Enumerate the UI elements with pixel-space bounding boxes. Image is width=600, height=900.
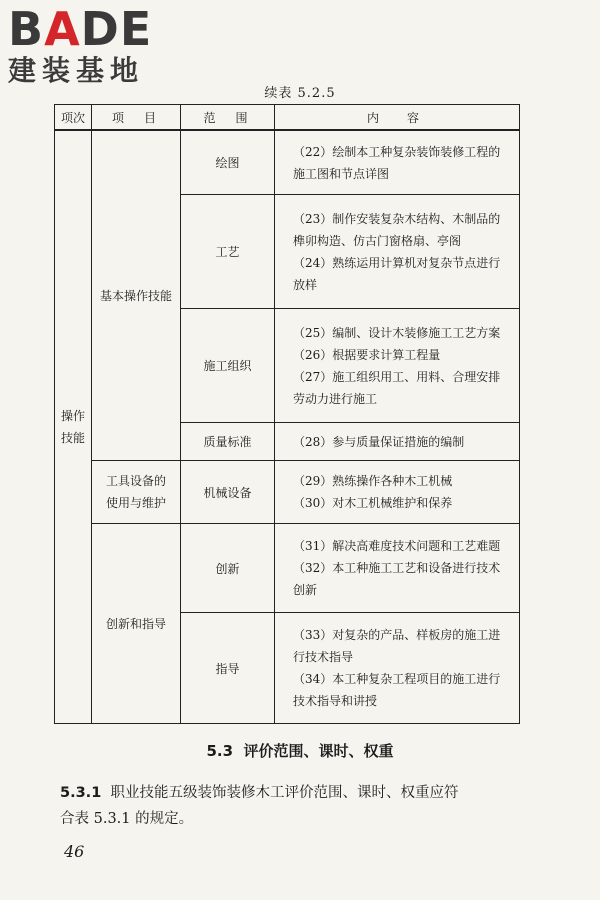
content-line: （28）参与质量保证措施的编制 <box>293 434 465 449</box>
content-line: 技术指导和讲授 <box>293 694 378 708</box>
clause-paragraph <box>60 780 530 832</box>
range-machinery: 机械设备 <box>181 461 275 524</box>
content-drawing <box>275 130 520 195</box>
range-innovation: 创新 <box>181 524 275 613</box>
content-guidance <box>275 613 520 724</box>
project-tools <box>92 461 181 524</box>
project-line: 使用与维护 <box>105 496 166 510</box>
content-line: 施工图和节点详图 <box>293 166 390 181</box>
table-row <box>55 130 520 195</box>
table-row <box>55 524 520 613</box>
logo-wordmark: BADE <box>8 2 153 56</box>
header-project: 项 目 <box>92 105 181 131</box>
project-line: 工具设备的 <box>105 474 166 488</box>
content-line: （34）本工种复杂工程项目的施工进行 <box>293 672 501 686</box>
content-line: （26）根据要求计算工程量 <box>293 347 441 362</box>
content-line: （30）对木工机械维护和保养 <box>293 496 453 510</box>
content-machinery <box>275 461 520 524</box>
content-line: 劳动力进行施工 <box>293 391 378 406</box>
section-number: 5.3 <box>206 742 234 760</box>
bade-logo <box>8 2 178 90</box>
page-number: 46 <box>64 842 85 861</box>
content-line: （23）制作安装复杂木结构、木制品的 <box>293 211 501 226</box>
content-line: （29）熟练操作各种木工机械 <box>293 474 453 488</box>
clause-text-line1: 职业技能五级装饰装修木工评价范围、课时、权重应符 <box>110 785 459 801</box>
range-construction-org: 施工组织 <box>181 309 275 423</box>
clause-text-line2: 合表 5.3.1 的规定。 <box>60 811 194 827</box>
category-cell <box>55 130 92 724</box>
content-construction-org <box>275 309 520 423</box>
table-row <box>55 461 520 524</box>
content-line: 放样 <box>293 277 318 292</box>
content-quality <box>275 423 520 461</box>
project-basic-skills: 基本操作技能 <box>92 130 181 461</box>
content-line: 榫卯构造、仿古门窗格扇、亭阁 <box>293 233 462 248</box>
content-innovation <box>275 524 520 613</box>
range-drawing: 绘图 <box>181 130 275 195</box>
table-header-row <box>55 105 520 131</box>
logo-subtitle: 建装基地 <box>8 54 145 87</box>
category-label: 操作技能 <box>60 409 85 445</box>
header-item-no: 项次 <box>55 105 92 131</box>
content-line: （31）解决高难度技术问题和工艺难题 <box>293 539 501 553</box>
header-content: 内 容 <box>275 105 520 131</box>
content-line: （25）编制、设计木装修施工工艺方案 <box>293 325 501 340</box>
range-guidance: 指导 <box>181 613 275 724</box>
content-line: （33）对复杂的产品、样板房的施工进 <box>293 628 501 642</box>
table-caption: 续表 5.2.5 <box>264 86 336 101</box>
clause-number: 5.3.1 <box>60 785 102 801</box>
section-heading <box>0 740 600 761</box>
range-craft: 工艺 <box>181 195 275 309</box>
content-line: （24）熟练运用计算机对复杂节点进行 <box>293 255 501 270</box>
content-craft <box>275 195 520 309</box>
content-line: （32）本工种施工工艺和设备进行技术 <box>293 561 501 575</box>
section-title: 评价范围、课时、权重 <box>243 742 394 760</box>
project-innovation: 创新和指导 <box>92 524 181 724</box>
header-range: 范 围 <box>181 105 275 131</box>
content-line: （27）施工组织用工、用料、合理安排 <box>293 369 501 384</box>
skills-table <box>54 104 520 724</box>
content-line: 行技术指导 <box>293 650 354 664</box>
content-line: 创新 <box>293 583 318 597</box>
content-line: （22）绘制本工种复杂装饰装修工程的 <box>293 144 501 159</box>
range-quality: 质量标准 <box>181 423 275 461</box>
